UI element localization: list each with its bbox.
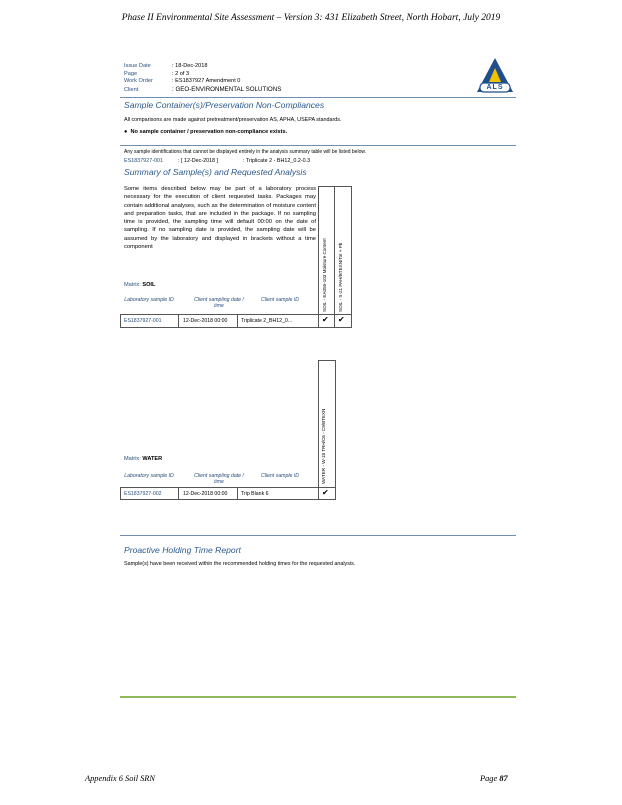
summary-title: Summary of Sample(s) and Requested Analysis — [124, 167, 307, 177]
soil-analysis-1: SOIL - EA055-103 Moisture Content — [322, 238, 327, 312]
client-value: : GEO-ENVIRONMENTAL SOLUTIONS — [172, 86, 282, 93]
bullet-icon: ● — [124, 129, 128, 135]
note-row-sample: : Triplicate 2 - BH12_0.2-0.3 — [243, 158, 311, 164]
summary-body: Some items described below may be part of a laboratory process necessary for the execution of client requested tasks. Packages may contain additional analyses, such as the determination of moisture content and preparation tasks, that are included in the package. If no sampling time is provided, the sampling time will default 00:00 on the date of sampling. If no sampling date is provided, the sampling date will be assumed by the laboratory and displayed in brackets without a time component — [124, 186, 316, 251]
soil-analysis-2: SOIL - S-21 PAH/BTEXN/Tot + Pb — [338, 242, 343, 312]
water-matrix-value: WATER — [142, 456, 163, 462]
divider — [120, 145, 516, 146]
soil-matrix-value: SOIL — [142, 282, 156, 288]
footer-left: Appendix 6 Soil SRN — [85, 774, 156, 783]
noncompliance-bullet-text: No sample container / preservation non-compliance exists. — [130, 129, 288, 135]
soil-check-2: ✔ — [338, 315, 345, 324]
soil-matrix-label — [124, 282, 155, 288]
soil-row-divider — [237, 314, 238, 328]
soil-col-divider — [334, 186, 335, 328]
work-order-value: : ES1837927 Amendment 0 — [172, 78, 241, 84]
soil-check-1: ✔ — [322, 315, 329, 324]
note-row-date: : [ 12-Dec-2018 ] — [178, 158, 219, 164]
water-row-divider — [178, 487, 179, 500]
holding-title: Proactive Holding Time Report — [124, 545, 241, 555]
water-matrix-label-text: Matrix: — [124, 456, 141, 462]
soil-col-date: Client sampling date / time — [194, 297, 244, 309]
water-col-client-id: Client sample ID — [260, 473, 300, 479]
document-header-title: Phase II Environmental Site Assessment – Version 3: 431 Elizabeth Street, North Hobart, July 2019 — [121, 13, 501, 23]
noncompliance-intro: All comparisons are made against pretreatment/preservation AS, APHA, USEPA standards. — [124, 117, 342, 123]
water-row-client-id: Trip Blank 6 — [241, 491, 269, 497]
divider — [120, 535, 516, 536]
soil-col-lab-id: Laboratory sample ID — [124, 297, 174, 303]
client-label: Client — [124, 87, 139, 93]
soil-matrix-label-text: Matrix: — [124, 282, 141, 288]
als-logo-text: ALS — [486, 83, 504, 91]
water-matrix-label — [124, 456, 162, 462]
footer-page — [480, 774, 508, 783]
page-label: Page — [124, 71, 138, 77]
divider — [120, 97, 516, 98]
als-logo — [474, 55, 516, 97]
soil-row-date: 12-Dec-2018 00:00 — [183, 318, 228, 324]
summary-note: Any sample identifications that cannot be displayed entirely in the analysis summary table will be listed below. — [124, 149, 367, 155]
note-row-id: ES1837927-001 — [124, 158, 163, 164]
noncompliance-title: Sample Container(s)/Preservation Non-Compliances — [124, 100, 325, 110]
water-row-divider — [237, 487, 238, 500]
als-logo-icon — [474, 55, 516, 97]
footer-page-number: 87 — [499, 774, 508, 783]
water-row-date: 12-Dec-2018 00:00 — [183, 491, 228, 497]
footer-page-label: Page — [480, 774, 498, 783]
water-check-1: ✔ — [322, 488, 329, 497]
page-value: : 2 of 3 — [172, 71, 190, 77]
water-col-lab-id: Laboratory sample ID — [124, 473, 174, 479]
holding-text: Sample(s) have been received within the recommended holding times for the requested analysis. — [124, 561, 356, 567]
water-row-lab-id: ES1837927-002 — [124, 491, 162, 497]
water-col-date: Client sampling date / time — [194, 473, 244, 485]
soil-col-client-id: Client sample ID — [260, 297, 300, 303]
work-order-label: Work Order — [124, 78, 153, 84]
noncompliance-bullet — [124, 129, 287, 135]
soil-row-lab-id: ES1837927-001 — [124, 318, 162, 324]
issue-date-value: : 18-Dec-2018 — [172, 63, 208, 69]
water-analysis-1: WATER - W-18 TRH/C6 - C9/BTEXN — [321, 408, 326, 484]
soil-row-client-id: Triplicate 2_BH12_0... — [241, 318, 293, 324]
soil-row-divider — [178, 314, 179, 328]
bottom-divider — [120, 696, 516, 698]
issue-date-label: Issue Date — [124, 63, 151, 69]
